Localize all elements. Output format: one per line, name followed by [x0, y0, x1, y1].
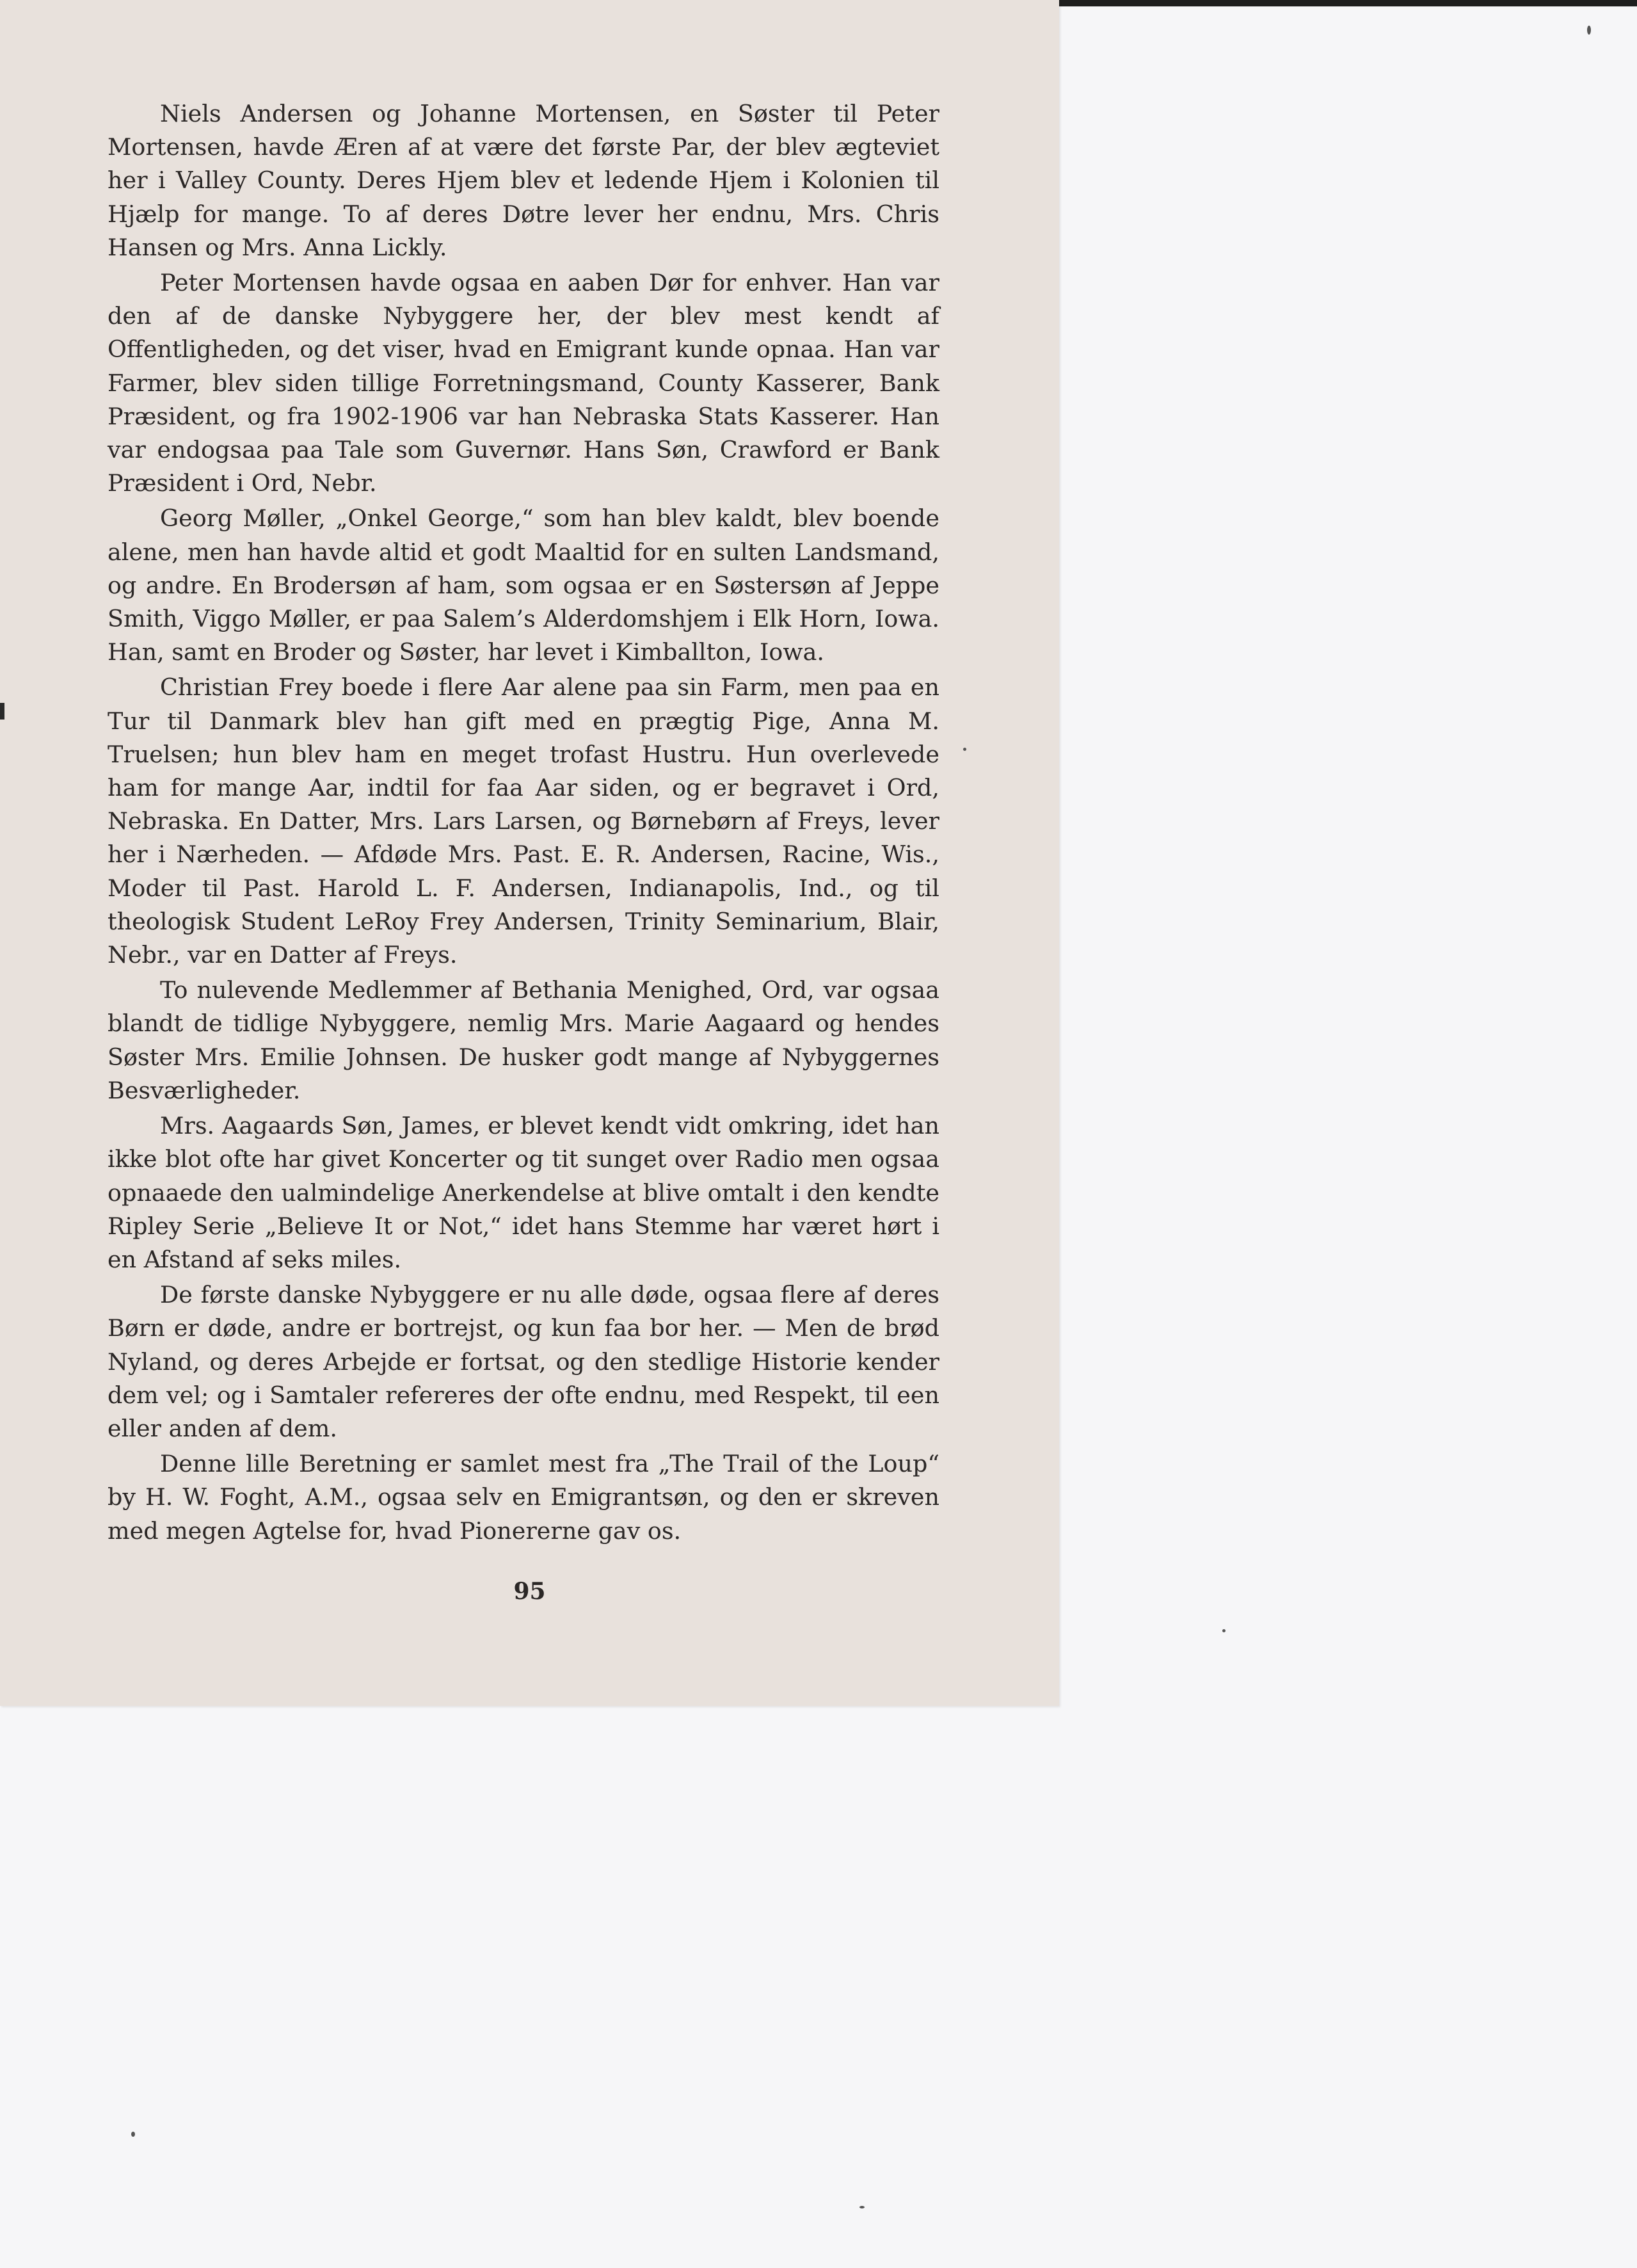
book-page [0, 0, 1059, 1706]
paragraph: Peter Mortensen havde ogsaa en aaben Dør for enhver. Han var den af de danske Nybyggere her, der blev mest kendt af Offentligheden, og det viser, hvad en Emigrant kunde opnaa. Han var Farmer, blev siden tillige Forretningsmand, County Kasserer, Bank Præsident, og fra 1902-1906 var han Nebraska Stats Kasserer. Han var endogsaa paa Tale som Guvernør. Hans Søn, Crawford er Bank Præsident i Ord, Nebr. [108, 269, 939, 497]
dust-speck [1587, 26, 1591, 35]
paragraph: To nulevende Medlemmer af Bethania Menighed, Ord, var ogsaa blandt de tidlige Nybyggere, nemlig Mrs. Marie Aagaard og hendes Søster Mrs. Emilie Johnsen. De husker godt mange af Nybyggernes Besværligheder. [108, 976, 939, 1104]
paragraph: Denne lille Beretning er samlet mest fra „The Trail of the Loup“ by H. W. Foght, A.M., ogsaa selv en Emigrantsøn, og den er skreven med megen Agtelse for, hvad Pionererne gav os. [108, 1450, 939, 1545]
paragraph: De første danske Nybyggere er nu alle døde, ogsaa flere af deres Børn er døde, andre er bortrejst, og kun faa bor her. — Men de brød Nyland, og deres Arbejde er fortsat, og den stedlige Historie kender dem vel; og i Samtaler refereres der ofte endnu, med Respekt, til een eller anden af dem. [108, 1281, 939, 1442]
dust-speck [859, 2206, 865, 2208]
paragraph: Georg Møller, „Onkel George,“ som han blev kaldt, blev boende alene, men han havde altid et godt Maaltid for en sulten Landsmand, og andre. En Brodersøn af ham, som ogsaa er en Søstersøn af Jeppe Smith, Viggo Møller, er paa Salem’s Alderdomshjem i Elk Horn, Iowa. Han, samt en Broder og Søster, har levet i Kimballton, Iowa. [108, 504, 939, 666]
body-text [108, 97, 939, 1550]
paragraph: Mrs. Aagaards Søn, James, er blevet kendt vidt omkring, idet han ikke blot ofte har givet Koncerter og tit sunget over Radio men ogsaa opnaaede den ualmindelige Anerkendelse at blive omtalt i den kendte Ripley Serie „Believe It or Not,“ idet hans Stemme har været hørt i en Afstand af seks miles. [108, 1112, 939, 1273]
scanner-edge-strip [1059, 0, 1637, 6]
dust-speck [131, 2132, 135, 2137]
page-number: 95 [513, 1578, 546, 1605]
paragraph: Christian Frey boede i flere Aar alene paa sin Farm, men paa en Tur til Danmark blev han gift med en prægtig Pige, Anna M. Truelsen; hun blev ham en meget trofast Hustru. Hun overlevede ham for mange Aar, indtil for faa Aar siden, og er begravet i Ord, Nebraska. En Datter, Mrs. Lars Larsen, og Børnebørn af Freys, lever her i Nærheden. — Afdøde Mrs. Past. E. R. Andersen, Racine, Wis., Moder til Past. Harold L. F. Andersen, Indianapolis, Ind., og til theologisk Student LeRoy Frey Andersen, Trinity Seminarium, Blair, Nebr., var en Datter af Freys. [108, 673, 939, 969]
dust-speck [963, 748, 966, 751]
paragraph: Niels Andersen og Johanne Mortensen, en Søster til Peter Mortensen, havde Æren af at være det første Par, der blev ægteviet her i Valley County. Deres Hjem blev et ledende Hjem i Kolonien til Hjælp for mange. To af deres Døtre lever her endnu, Mrs. Chris Hansen og Mrs. Anna Lickly. [108, 100, 939, 261]
scan-edge-mark [0, 703, 4, 720]
dust-speck [1222, 1629, 1226, 1632]
